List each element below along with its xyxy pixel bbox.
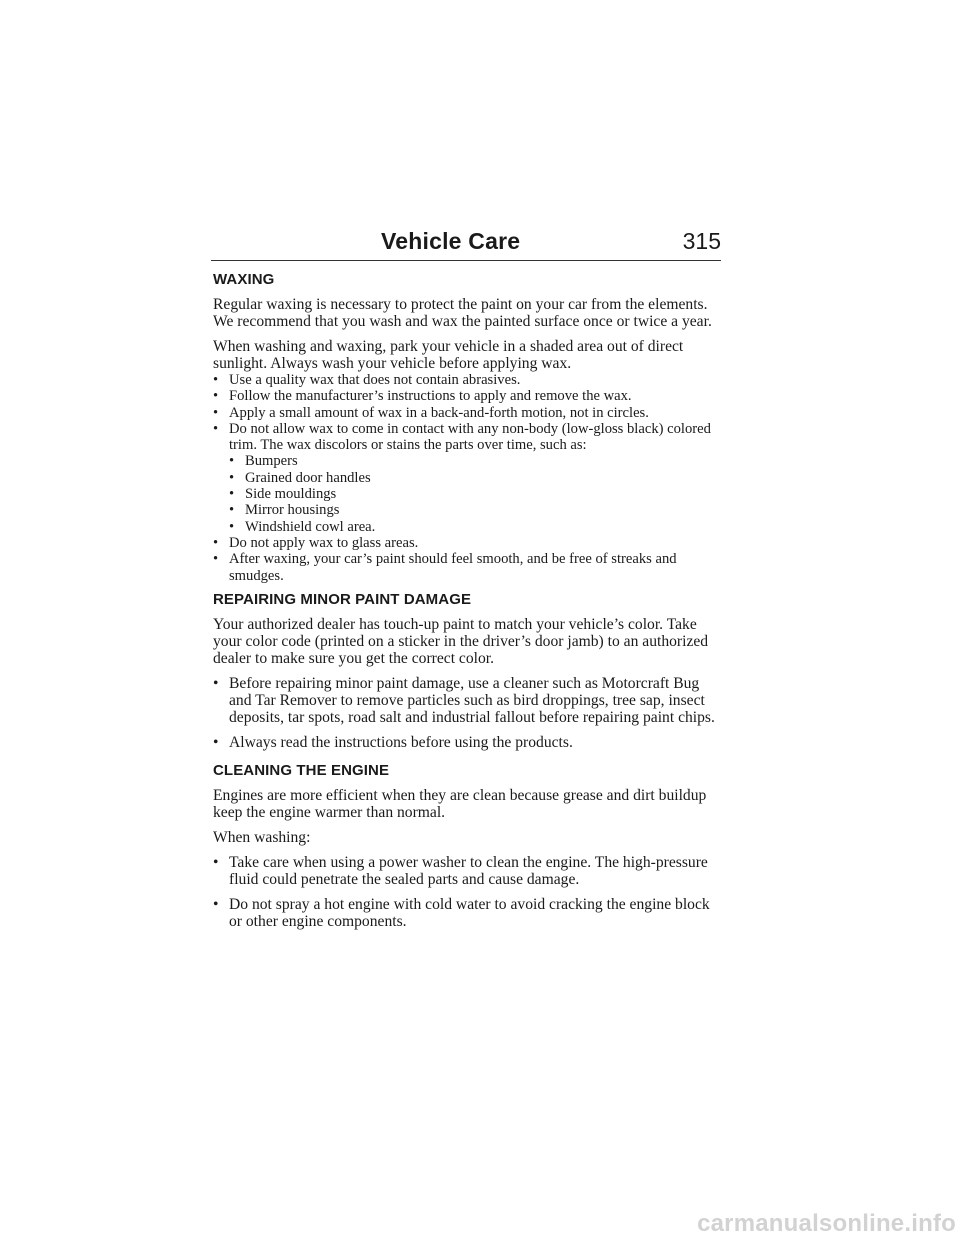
sub-list-item: • Mirror housings <box>229 502 725 518</box>
waxing-bullet-list <box>213 372 725 584</box>
list-item: • Do not spray a hot engine with cold water to avoid cracking the engine block or other engine components. <box>213 896 725 930</box>
list-item: • Before repairing minor paint damage, use a cleaner such as Motorcraft Bug and Tar Remover to remove particles such as bird droppings, tree sap, insect deposits, tar spots, road salt and industrial fallout before repairing paint chips. <box>213 675 725 726</box>
sub-list-item: • Side mouldings <box>229 486 725 502</box>
list-item: • Follow the manufacturer’s instructions to apply and remove the wax. <box>213 388 725 404</box>
list-item: • Use a quality wax that does not contain abrasives. <box>213 372 725 388</box>
cleaning-engine-paragraph-2: When washing: <box>213 828 311 846</box>
sub-list-item: • Bumpers <box>229 453 725 469</box>
list-item: • After waxing, your car’s paint should feel smooth, and be free of streaks and smudges. <box>213 551 725 584</box>
cleaning-engine-heading: CLEANING THE ENGINE <box>213 761 390 779</box>
list-item: • Take care when using a power washer to clean the engine. The high-pressure fluid could penetrate the sealed parts and cause damage. <box>213 854 725 888</box>
trim-parts-sub-list <box>229 453 725 534</box>
page-section-title: Vehicle Care <box>381 228 521 254</box>
waxing-paragraph-1: Regular waxing is necessary to protect the paint on your car from the elements. We recommend that you wash and wax the painted surface once or twice a year. <box>213 296 712 330</box>
site-watermark: carmanualsonline.info <box>697 1210 956 1237</box>
paint-damage-bullet-list <box>213 675 725 751</box>
waxing-paragraph-2: When washing and waxing, park your vehicle in a shaded area out of direct sunlight. Always wash your vehicle before applying wax. <box>213 338 684 372</box>
list-item-text: Do not allow wax to come in contact with any non-body (low-gloss black) colored trim. The wax discolors or stains the parts over time, such as: <box>229 420 711 454</box>
page-content <box>213 270 725 938</box>
list-item: • Apply a small amount of wax in a back-and-forth motion, not in circles. <box>213 405 725 421</box>
list-item: • Always read the instructions before using the products. <box>213 734 725 751</box>
paint-damage-paragraph: Your authorized dealer has touch-up paint to match your vehicle’s color. Take your color code (printed on a sticker in the driver’s door jamb) to an authorized dealer to make sure you get the correct color. <box>213 615 709 667</box>
paint-damage-heading: REPAIRING MINOR PAINT DAMAGE <box>213 590 472 608</box>
page-header <box>211 226 721 261</box>
page-number: 315 <box>682 228 721 254</box>
cleaning-engine-bullet-list <box>213 854 725 930</box>
waxing-heading: WAXING <box>213 271 275 288</box>
list-item <box>213 421 725 535</box>
sub-list-item: • Grained door handles <box>229 470 725 486</box>
cleaning-engine-paragraph-1: Engines are more efficient when they are clean because grease and dirt buildup keep the engine warmer than normal. <box>213 786 707 821</box>
sub-list-item: • Windshield cowl area. <box>229 519 725 535</box>
list-item: • Do not apply wax to glass areas. <box>213 535 725 551</box>
